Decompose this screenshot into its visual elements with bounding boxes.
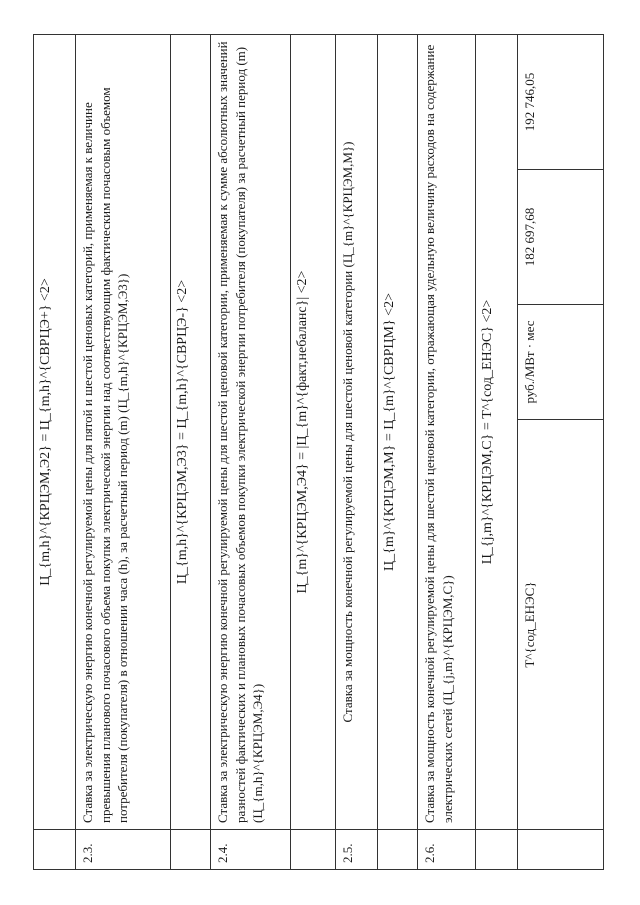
table-row xyxy=(211,35,291,870)
formula-cell: Ц_{m}^{КРЦЭМ,Э4} = |Ц_{m}^{факт,небаланс}| <2> xyxy=(291,35,336,830)
table-row xyxy=(378,35,418,870)
last-row-value-1: 182 697,68 xyxy=(518,170,604,305)
table-row xyxy=(418,35,476,870)
formula-cell: Ц_{m,h}^{КРЦЭМ,Э2} = Ц_{m,h}^{СВРЦЭ+} <2> xyxy=(34,35,76,830)
table-row xyxy=(171,35,211,870)
row-number xyxy=(518,830,604,870)
description-cell: Ставка за мощность конечной регулируемой цены для шестой ценовой категории (Ц_{m}^{КРЦЭМ,М}) xyxy=(336,35,378,830)
formula-cell: Ц_{m,h}^{КРЦЭМ,Э3} = Ц_{m,h}^{СВРЦЭ-} <2> xyxy=(171,35,211,830)
last-row-value-2: 192 746,05 xyxy=(518,35,604,170)
table-row xyxy=(34,35,76,870)
last-row-unit: руб./МВт · мес xyxy=(518,305,604,420)
row-number: 2.3. xyxy=(76,830,171,870)
table-row xyxy=(291,35,336,870)
row-number xyxy=(378,830,418,870)
row-number xyxy=(476,830,518,870)
row-number xyxy=(34,830,76,870)
formula-cell: Ц_{j,m}^{КРЦЭМ,С} = T^{сод_ЕНЭС} <2> xyxy=(476,35,518,830)
description-cell: Ставка за электрическую энергию конечной регулируемой цены для пятой и шестой ценовых категорий, применяемая к величине превышения планового почасового объема покупки электрической энергии над соответствующим фактическим почасовым объемом потребителя (покупателя) в отношении часа (h), за расчетный период (m) (Ц_{m,h}^{КРЦЭМ,Э3}) xyxy=(76,35,171,830)
formula-cell: Ц_{m}^{КРЦЭМ,М} = Ц_{m}^{СВРЦМ} <2> xyxy=(378,35,418,830)
row-number: 2.4. xyxy=(211,830,291,870)
table-row xyxy=(336,35,378,870)
description-cell: Ставка за мощность конечной регулируемой цены для шестой ценовой категории, отражающая удельную величину расходов на содержание электрических сетей (Ц_{j,m}^{КРЦЭМ,С}) xyxy=(418,35,476,830)
last-row-label: T^{сод_ЕНЭС} xyxy=(518,420,604,830)
description-cell: Ставка за электрическую энергию конечной регулируемой цены для шестой ценовой категории, применяемая к сумме абсолютных значений разностей фактических и плановых почасовых объемов покупки электрической энергии потребителя (покупателя) за расчетный период (m) (Ц_{m,h}^{КРЦЭМ,Э4}) xyxy=(211,35,291,830)
row-number xyxy=(171,830,211,870)
row-number: 2.6. xyxy=(418,830,476,870)
tariff-table xyxy=(33,34,604,870)
table-row xyxy=(476,35,518,870)
rotated-table-container xyxy=(33,35,603,870)
table-row xyxy=(518,35,604,870)
row-number xyxy=(291,830,336,870)
table-row xyxy=(76,35,171,870)
row-number: 2.5. xyxy=(336,830,378,870)
